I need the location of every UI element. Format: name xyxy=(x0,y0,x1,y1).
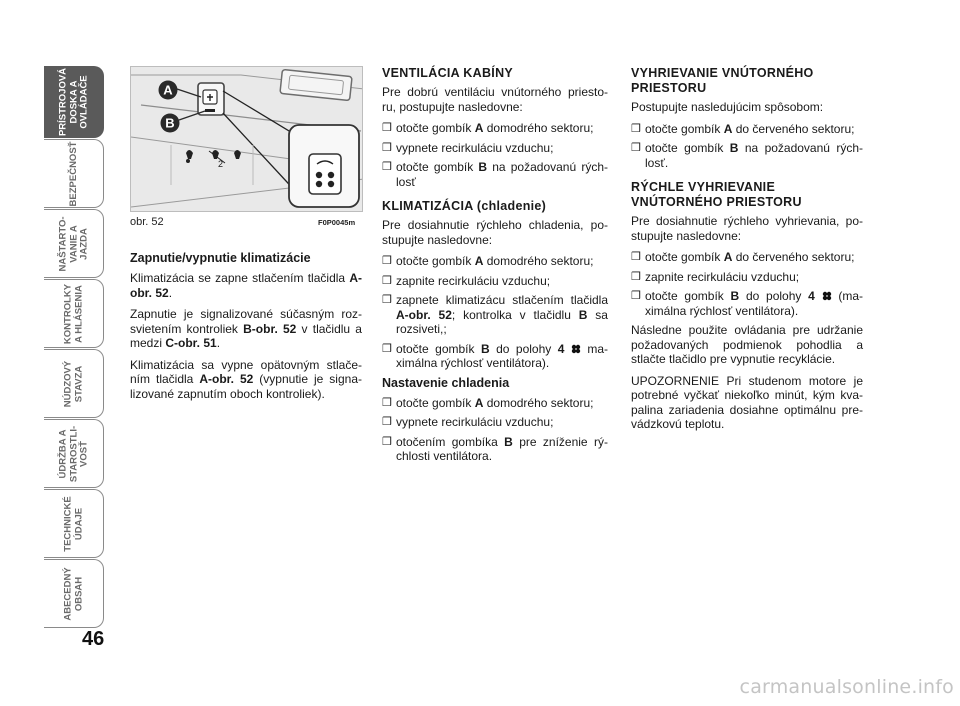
tab-udrzba[interactable] xyxy=(44,419,104,488)
list-item: ❒ zapnite recirkuláciu vzduchu; xyxy=(631,270,863,285)
page-number: 46 xyxy=(82,628,105,650)
column-1 xyxy=(130,247,362,408)
list-item: ❒ otočte gombík A do červeného sektoru; xyxy=(631,122,863,137)
cooling-steps xyxy=(382,254,608,371)
tab-label: NAŠTARTO- VANIE A JAZDA xyxy=(56,215,89,272)
watermark: carmanualsonline.info xyxy=(739,676,954,698)
list-item: ❒ otočte gombík B do polohy 4 ma-ximálna rýchlosť ventilátora). xyxy=(382,342,608,371)
ac-onoff-heading: Zapnutie/vypnutie klimatizácie xyxy=(130,251,311,265)
ventilation-steps xyxy=(382,121,608,189)
cooling-adjust-heading: Nastavenie chladenia xyxy=(382,375,510,390)
tab-nastartovanie[interactable] xyxy=(44,209,104,278)
heating-steps xyxy=(631,122,863,171)
list-item: ❒ vypnete recirkuláciu vzduchu; xyxy=(382,141,608,156)
label-b: B xyxy=(165,115,175,131)
fan-icon xyxy=(571,344,581,354)
list-item: ❒ zapnete klimatizácu stlačením tlačidla A-obr. 52; kontrolka v tlačidlu B sa rozsiveti,; xyxy=(382,293,608,337)
warning-paragraph: UPOZORNENIE Pri studenom motore je potrebné vyčkať niekoľko minút, kým kva-palina zariadenia dosiahne optimálnu pre-vádzkovú teplotu. xyxy=(631,373,863,431)
tab-label: BEZPEČNOSŤ xyxy=(67,141,79,206)
cooling-adjust-steps xyxy=(382,396,608,464)
tab-label: PRÍSTROJOVÁ DOSKA A OVLÁDAČE xyxy=(56,67,89,137)
tab-technicke-udaje[interactable] xyxy=(44,489,104,558)
list-item: ❒ otočte gombík A domodrého sektoru; xyxy=(382,254,608,269)
tab-pristrojova-doska[interactable] xyxy=(44,66,104,138)
ac-paragraph-3: Klimatizácia sa vypne opätovným stlače-ním tlačidla A-obr. 52 (vypnutie je signa-lizované zapnutím oboch kontroliek). xyxy=(130,357,362,401)
tab-bezpecnost[interactable] xyxy=(44,139,104,208)
list-item: ❒ vypnete recirkuláciu vzduchu; xyxy=(382,415,608,430)
list-item: ❒ otočte gombík A domodrého sektoru; xyxy=(382,121,608,136)
list-item: ❒ otočením gombíka B pre zníženie rý-chlosti ventilátora. xyxy=(382,435,608,464)
tab-label: KONTROLKY A HLÁSENIA xyxy=(62,283,84,344)
figure-caption: obr. 52 xyxy=(130,216,164,228)
column-2 xyxy=(382,66,608,469)
heating-intro: Postupujte nasledujúcim spôsobom: xyxy=(631,100,824,114)
ventilation-intro: Pre dobrú ventiláciu vnútorného priesto-ru, postupujte nasledovne: xyxy=(382,85,608,114)
comfort-paragraph: Následne použite ovládania pre udržanie požadovaných podmienok pohodlia a stlačte tlačidlo pre vypnutie recyklácie. xyxy=(631,323,863,366)
ac-paragraph-1: Klimatizácia se zapne stlačením tlačidla A-obr. 52. xyxy=(130,271,362,300)
tab-label: NÚDZOVÝ STAVZA xyxy=(62,360,84,407)
heating-heading: VYHRIEVANIE VNÚTORNÉHO PRIESTORU xyxy=(631,66,814,95)
figure-climate-panel xyxy=(130,66,363,212)
tab-label: TECHNICKÉ ÚDAJE xyxy=(62,495,84,552)
quick-heating-intro: Pre dosiahnutie rýchleho vyhrievania, po-stupujte nasledovne: xyxy=(631,214,863,243)
tab-label: ÚDRŽBA A STAROSTLI- VOSŤ xyxy=(56,425,89,482)
tab-abecedny-obsah[interactable] xyxy=(44,559,104,628)
list-item: ❒ otočte gombík A domodrého sektoru; xyxy=(382,396,608,411)
list-item: ❒ otočte gombík B na požadovanú rých-losť. xyxy=(631,141,863,170)
list-item: ❒ otočte gombík B do polohy 4 (ma-ximálna rýchlosť ventilátora). xyxy=(631,289,863,318)
quick-heating-heading: RÝCHLE VYHRIEVANIE VNÚTORNÉHO PRIESTORU xyxy=(631,180,802,209)
cooling-heading: KLIMATIZÁCIA (chladenie) xyxy=(382,199,547,213)
column-3 xyxy=(631,66,863,439)
list-item: ❒ zapnite recirkuláciu vzduchu; xyxy=(382,274,608,289)
tab-kontrolky[interactable] xyxy=(44,279,104,348)
tab-label: ABECEDNÝ OBSAH xyxy=(62,566,84,621)
climate-panel-drawing xyxy=(131,67,363,212)
label-a: A xyxy=(163,82,173,98)
tab-nudzovy-stav[interactable] xyxy=(44,349,104,418)
fan-position-2-label: 2 xyxy=(218,159,224,169)
ac-paragraph-2: Zapnutie je signalizované súčasným roz-svietením kontroliek B-obr. 52 v tlačidlu a medzi C-obr. 51. xyxy=(130,307,362,350)
list-item: ❒ otočte gombík B na požadovanú rých-losť xyxy=(382,160,608,189)
quick-heating-steps xyxy=(631,250,863,318)
ventilation-heading: VENTILÁCIA KABÍNY xyxy=(382,66,514,80)
chapter-tabs xyxy=(44,66,104,629)
figure-code: F0P0045m xyxy=(318,218,356,227)
cooling-intro: Pre dosiahnutie rýchleho chladenia, po-stupujte nasledovne: xyxy=(382,218,608,247)
list-item: ❒ otočte gombík A do červeného sektoru; xyxy=(631,250,863,265)
fan-icon xyxy=(822,291,832,301)
